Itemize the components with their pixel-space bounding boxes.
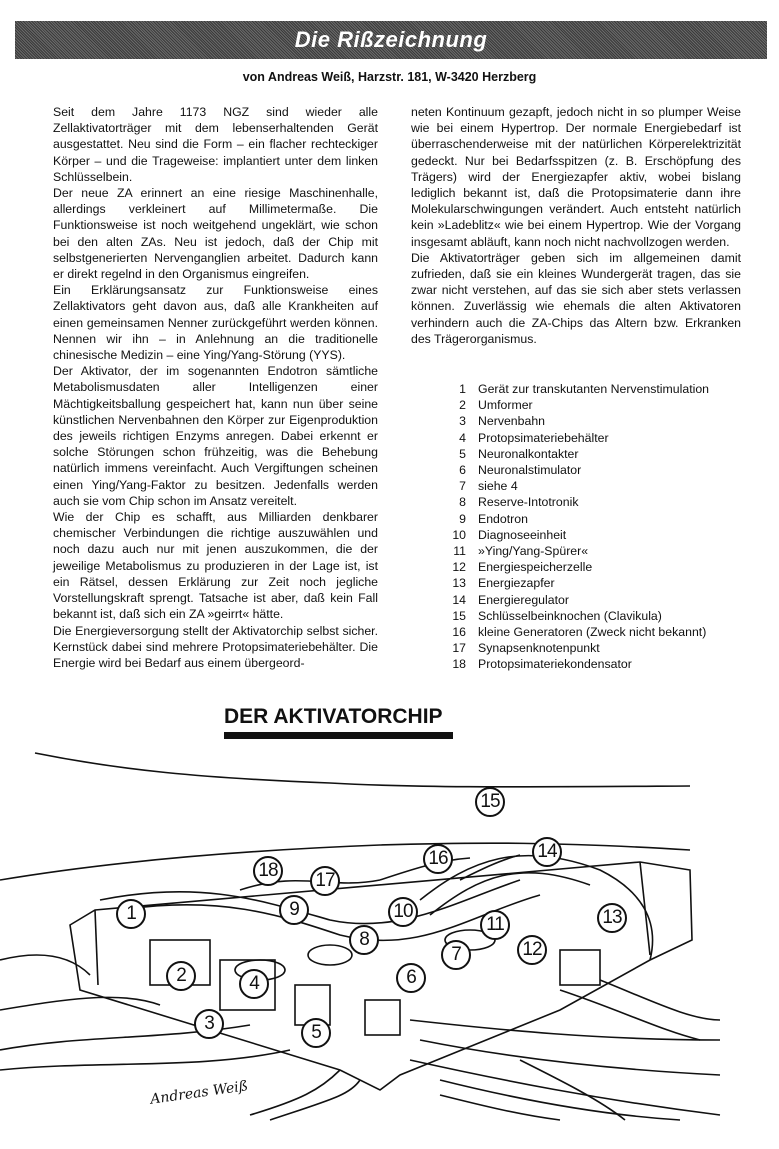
callout-marker: 2 [166, 961, 196, 991]
legend-label: Umformer [478, 398, 533, 413]
legend-number: 15 [452, 608, 466, 623]
callout-marker: 4 [239, 969, 269, 999]
legend-item [445, 430, 709, 446]
legend-number: 8 [459, 495, 466, 510]
callout-marker: 16 [423, 844, 453, 874]
parts-legend [445, 381, 709, 673]
chip-drawing [0, 740, 779, 1144]
legend-item [445, 478, 709, 494]
title-underline [224, 732, 453, 739]
author-byline: von Andreas Weiß, Harzstr. 181, W-3420 Herzberg [242, 70, 537, 84]
legend-item [445, 656, 709, 672]
callout-marker: 6 [396, 963, 426, 993]
title-banner [15, 21, 767, 59]
legend-label: Energiespeicherzelle [478, 560, 593, 575]
legend-item [445, 608, 709, 624]
legend-label: Protopsimateriebehälter [478, 430, 609, 445]
legend-number: 12 [452, 560, 466, 575]
legend-label: »Ying/Yang-Spürer« [478, 544, 589, 559]
legend-label: Energiezapfer [478, 576, 555, 591]
legend-item [445, 559, 709, 575]
legend-number: 3 [459, 414, 466, 429]
legend-item [445, 381, 709, 397]
callout-marker: 13 [597, 903, 627, 933]
legend-number: 9 [459, 511, 466, 526]
callout-marker: 14 [532, 837, 562, 867]
callout-marker: 11 [480, 910, 510, 940]
callout-marker: 10 [388, 897, 418, 927]
legend-item [445, 575, 709, 591]
paragraph: Die Aktivatorträger geben sich im allgemeinen damit zufrieden, daß sie ein kleines Wundergerät tragen, das sie zwar nicht verstehen, auf das sie sich aber stets verlassen können. Zuverlässig wie ehemals die alten Aktivatoren verhindern auch die ZA-Chips das Altern bzw. Erkranken des Trägerorganismus. [411, 250, 741, 346]
legend-number: 11 [453, 544, 466, 559]
legend-label: Protopsimateriekondensator [478, 657, 632, 672]
callout-marker: 18 [253, 856, 283, 886]
callout-marker: 5 [301, 1018, 331, 1048]
legend-label: Endotron [478, 511, 528, 526]
paragraph: Seit dem Jahre 1173 NGZ sind wieder alle Zellaktivatorträger mit dem lebenserhaltenden Gerät ausgestattet. Neu sind die Form – ein flacher rechteckiger Körper – und die Trageweise: implantiert unter dem linken Schlüsselbein. [53, 105, 378, 184]
callout-marker: 12 [517, 935, 547, 965]
legend-item [445, 511, 709, 527]
callout-marker: 3 [194, 1009, 224, 1039]
legend-item [445, 397, 709, 413]
paragraph: Der neue ZA erinnert an eine riesige Maschinenhalle, allerdings verkleinert auf Millimetermaße. Die Funktionsweise ist noch weitgehend ungeklärt, wie schon bei den alten ZAs. Neu ist jedoch, daß der Chip mit selbstgenerierten Nervenganglien arbeitet. Dadurch kann er direkt regelnd in den Organismus eingreifen. [53, 186, 378, 282]
legend-label: Schlüsselbeinknochen (Clavikula) [478, 608, 662, 623]
legend-number: 2 [459, 398, 466, 413]
legend-number: 18 [452, 657, 466, 672]
paragraph: Wie der Chip es schafft, aus Milliarden denkbarer chemischer Verbindungen die richtige auszuwählen und noch dazu auch nur mit jenen auszukommen, die der jeweilige Metabolismus zu produzieren in der Lage ist, ist ein Rätsel, dessen Erklärung zur Zeit noch jegliche Vorstellungskraft sprengt. Tatsache ist aber, daß kein Fall bekannt ist, daß sich ein ZA »geirrt« hätte. [53, 510, 378, 622]
chip-illustration [0, 740, 779, 1144]
legend-number: 7 [459, 479, 466, 494]
legend-item [445, 527, 709, 543]
legend-label: kleine Generatoren (Zweck nicht bekannt) [478, 625, 707, 640]
legend-label: Neuronalkontakter [478, 446, 579, 461]
artist-signature: Andreas Weiß [149, 1078, 250, 1108]
legend-item [445, 494, 709, 510]
callout-marker: 15 [475, 787, 505, 817]
legend-label: Reserve-Intotronik [478, 495, 579, 510]
page-title: Die Rißzeichnung [294, 27, 488, 52]
legend-number: 4 [459, 430, 466, 445]
paragraph: Der Aktivator, der im sogenannten Endotron sämtliche Metabolismusdaten aller Intelligenzen einer Mächtigkeitsballung gespeichert hat, kann nun über seine künstlichen Nervenbahnen den Körper zur Eigenproduktion des jeweils richtigen Enzyms anregen. Dabei erkennt er solche Störungen schon frühzeitig, was die Behebung natürlich immens vereinfacht. Auch Vergiftungen scheinen einen Ying/Yang-Faktor zu besitzen. Jedenfalls werden auch sie vom Chip schon im Ansatz vereitelt. [53, 364, 378, 508]
legend-label: Synapsenknotenpunkt [478, 641, 600, 656]
legend-number: 5 [459, 446, 466, 461]
paragraph: Ein Erklärungsansatz zur Funktionsweise eines Zellaktivators geht davon aus, daß alle Krankheiten auf einen gemeinsamen Nenner zurückgeführt werden können. Nennen wir ihn – in Anlehnung an die traditionelle chinesische Medizin – eine Ying/Yang-Störung (YYS). [53, 283, 378, 363]
callout-marker: 17 [310, 866, 340, 896]
callout-marker: 1 [116, 899, 146, 929]
legend-number: 16 [452, 625, 466, 640]
legend-label: Diagnoseeinheit [478, 527, 567, 542]
legend-item [445, 640, 709, 656]
callout-marker: 9 [279, 895, 309, 925]
legend-label: Nervenbahn [478, 414, 545, 429]
legend-number: 6 [459, 463, 466, 478]
callout-marker: 7 [441, 940, 471, 970]
legend-item [445, 462, 709, 478]
article-left-column [53, 104, 378, 671]
legend-item [445, 413, 709, 429]
legend-label: Gerät zur transkutanten Nervenstimulation [478, 382, 710, 396]
callout-marker: 8 [349, 925, 379, 955]
legend-number: 14 [452, 592, 466, 607]
legend-label: Energieregulator [478, 592, 569, 607]
legend-item [445, 446, 709, 462]
paragraph: neten Kontinuum gezapft, jedoch nicht in so plumper Weise wie bei einem Hypertrop. Der normale Energiebedarf ist überraschenderweise mit der natürlichen Körperelektrizität gedeckt. Nur bei Bedarfsspitzen (z. B. Erschöpfung des Trägers) wird der Energiezapfer aktiv, wobei bislang lediglich bekannt ist, daß die Protopsimaterie dann ihre Molekularschwingungen verändert. Auch entsteht natürlich kein »Ladeblitz« wie bei einem Hypertrop. Wie der Vorgang insgesamt abläuft, kann noch nicht nachvollzogen werden. [411, 105, 741, 249]
legend-number: 13 [452, 576, 466, 591]
paragraph: Die Energieversorgung stellt der Aktivatorchip selbst sicher. Kernstück dabei sind mehrere Protopsimateriebehälter. Die Energie wird bei Bedarf aus einem übergeord- [53, 623, 378, 670]
legend-label: siehe 4 [478, 479, 518, 494]
legend-number: 10 [452, 527, 466, 542]
legend-number: 1 [459, 382, 466, 396]
legend-item [445, 592, 709, 608]
article-right-column [411, 104, 741, 347]
legend-item [445, 624, 709, 640]
legend-label: Neuronalstimulator [478, 463, 582, 478]
legend-item [445, 543, 709, 559]
figure-title: DER AKTIVATORCHIP [224, 705, 443, 728]
legend-number: 17 [452, 641, 466, 656]
